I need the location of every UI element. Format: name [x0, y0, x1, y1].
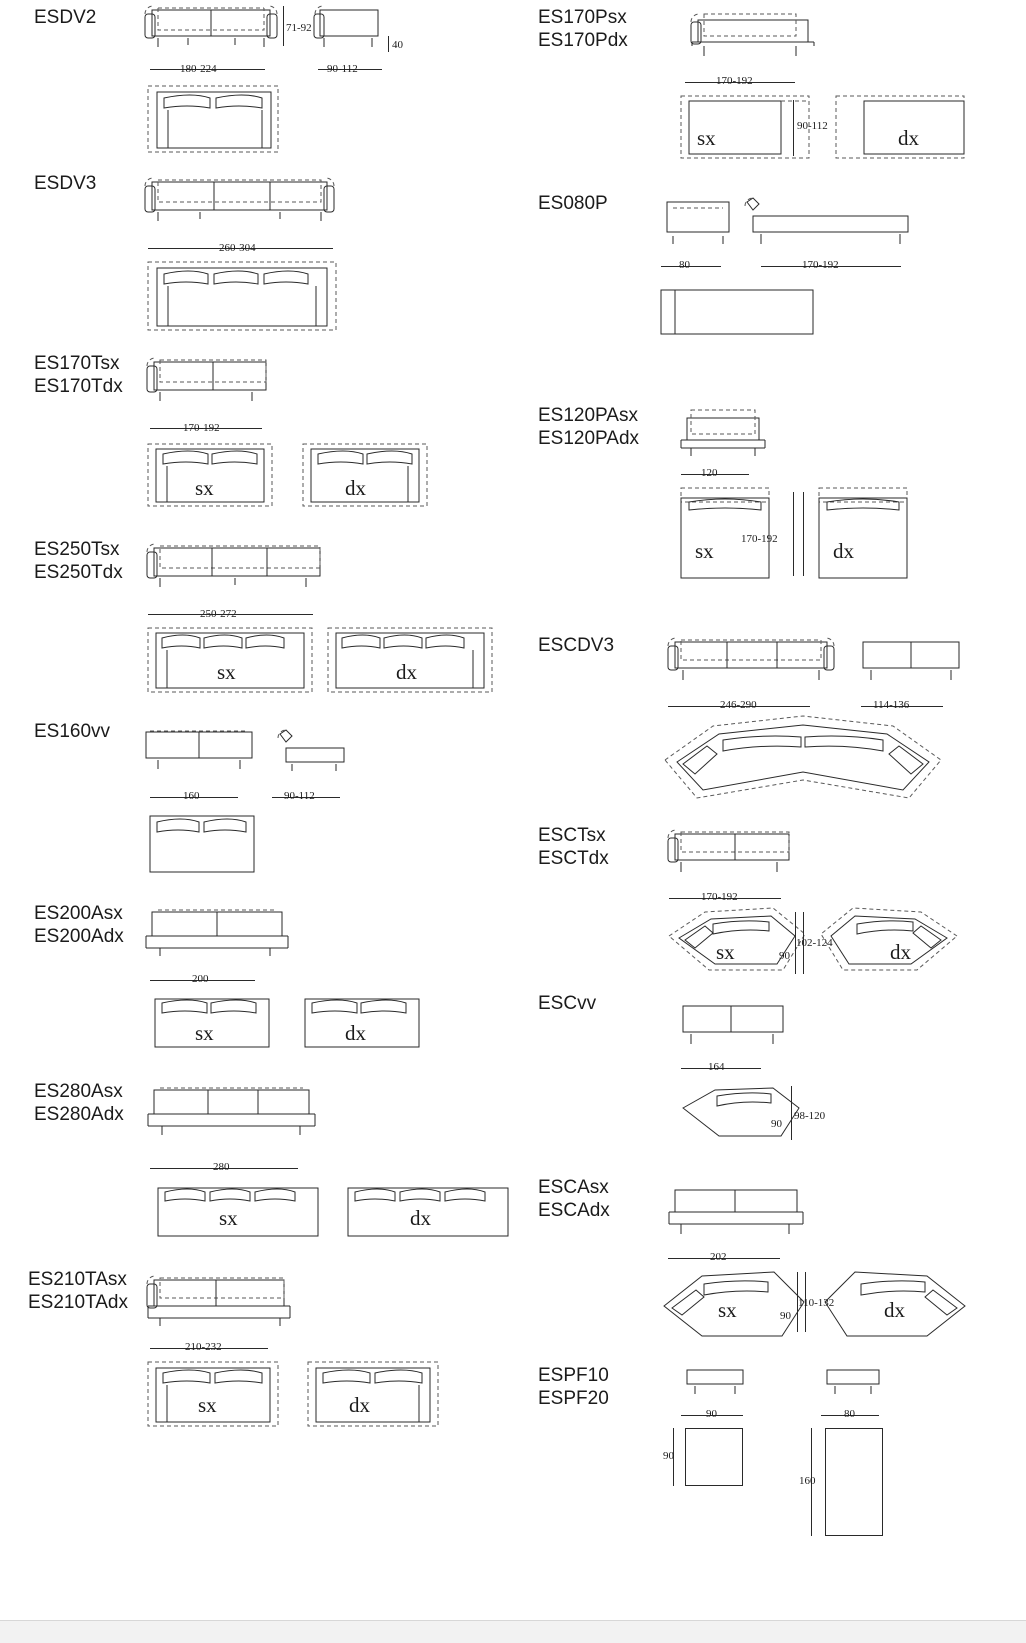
code-esctdx: ESCTdx [538, 848, 609, 869]
code-es170tdx: ES170Tdx [34, 376, 123, 397]
label-esct-sx: sx [716, 940, 735, 964]
label-es170p-sx: sx [697, 126, 716, 150]
code-escasx: ESCAsx [538, 1177, 609, 1198]
dim-escvv-width: 164 [708, 1061, 725, 1073]
code-es160vv: ES160vv [34, 721, 111, 742]
code-es250tdx: ES250Tdx [34, 562, 123, 583]
label-es170p-dx: dx [898, 126, 919, 150]
dim-esct-angle: 90 [779, 950, 790, 962]
dim-espf20-width: 80 [844, 1408, 855, 1420]
code-es280asx: ES280Asx [34, 1081, 123, 1102]
code-espf20: ESPF20 [538, 1388, 609, 1409]
label-es170t-dx: dx [345, 476, 366, 500]
dim-es210ta-width: 210-232 [185, 1341, 222, 1353]
code-es280adx: ES280Adx [34, 1104, 124, 1125]
espf10-plan [685, 1428, 743, 1486]
dim-esdv3-width: 260-304 [219, 242, 256, 254]
dim-es250t-width: 250-272 [200, 608, 237, 620]
dim-es170t-width: 170-192 [183, 422, 220, 434]
code-es210tasx: ES210TAsx [28, 1269, 127, 1290]
dim-es160vv-depth: 90-112 [284, 790, 315, 802]
dim-esca-depth: 110-132 [798, 1297, 835, 1309]
code-es120pasx: ES120PAsx [538, 405, 638, 426]
dim-escvv-angle: 90 [771, 1118, 782, 1130]
code-es080p: ES080P [538, 193, 608, 214]
dim-es170p-depth: 90-112 [797, 120, 828, 132]
code-es200asx: ES200Asx [34, 903, 123, 924]
dim-esca-width: 202 [710, 1251, 727, 1263]
espf20-plan [825, 1428, 883, 1536]
code-es250tsx: ES250Tsx [34, 539, 120, 560]
right-column [513, 0, 1026, 1643]
dim-esdv2-depth: 90-112 [327, 63, 358, 75]
dim-esct-depth: 102-124 [796, 937, 833, 949]
dim-esca-angle: 90 [780, 1310, 791, 1322]
dim-es200a-width: 200 [192, 973, 209, 985]
dim-espf10-depth: 90 [663, 1450, 674, 1462]
code-es210tadx: ES210TAdx [28, 1292, 128, 1313]
label-es170t-sx: sx [195, 476, 214, 500]
label-es250t-sx: sx [217, 660, 236, 684]
dim-escdv3-depth: 114-136 [873, 699, 910, 711]
dim-escvv-depth: 98-120 [794, 1110, 826, 1122]
label-es250t-dx: dx [396, 660, 417, 684]
dim-escdv3-width: 246-290 [720, 699, 757, 711]
label-esca-dx: dx [884, 1298, 905, 1322]
label-es210ta-sx: sx [198, 1393, 217, 1417]
code-espf10: ESPF10 [538, 1365, 609, 1386]
bottom-bar [0, 1620, 1026, 1643]
code-esdv3: ESDV3 [34, 173, 97, 194]
label-es280a-dx: dx [410, 1206, 431, 1230]
code-es170psx: ES170Psx [538, 7, 627, 28]
code-esdv2: ESDV2 [34, 7, 97, 28]
code-escadx: ESCAdx [538, 1200, 610, 1221]
label-es200a-dx: dx [345, 1021, 366, 1045]
dim-esct-width: 170-192 [701, 891, 738, 903]
dim-es120pa-depth: 170-192 [741, 533, 778, 545]
label-esct-dx: dx [890, 940, 911, 964]
label-es280a-sx: sx [219, 1206, 238, 1230]
dim-esdv2-height: 71-92 [286, 22, 312, 34]
code-esctsx: ESCTsx [538, 825, 606, 846]
label-es120pa-dx: dx [833, 539, 854, 563]
code-es200adx: ES200Adx [34, 926, 124, 947]
label-es210ta-dx: dx [349, 1393, 370, 1417]
dim-es160vv-width: 160 [183, 790, 200, 802]
code-es170pdx: ES170Pdx [538, 30, 628, 51]
dim-esdv2-width: 180-224 [180, 63, 217, 75]
label-es200a-sx: sx [195, 1021, 214, 1045]
code-escvv: ESCvv [538, 993, 597, 1014]
code-es120padx: ES120PAdx [538, 428, 640, 449]
code-escdv3: ESCDV3 [538, 635, 615, 656]
dim-es080p-depth: 170-192 [802, 259, 839, 271]
dim-espf20-depth: 160 [799, 1475, 816, 1487]
dim-es080p-width: 80 [679, 259, 690, 271]
dim-es170p-width: 170-192 [716, 75, 753, 87]
label-es120pa-sx: sx [695, 539, 714, 563]
label-esca-sx: sx [718, 1298, 737, 1322]
dim-esdv2-seat: 40 [392, 39, 403, 51]
dim-es120pa-width: 120 [701, 467, 718, 479]
code-es170tsx: ES170Tsx [34, 353, 120, 374]
dim-es280a-width: 280 [213, 1161, 230, 1173]
dim-espf10-width: 90 [706, 1408, 717, 1420]
